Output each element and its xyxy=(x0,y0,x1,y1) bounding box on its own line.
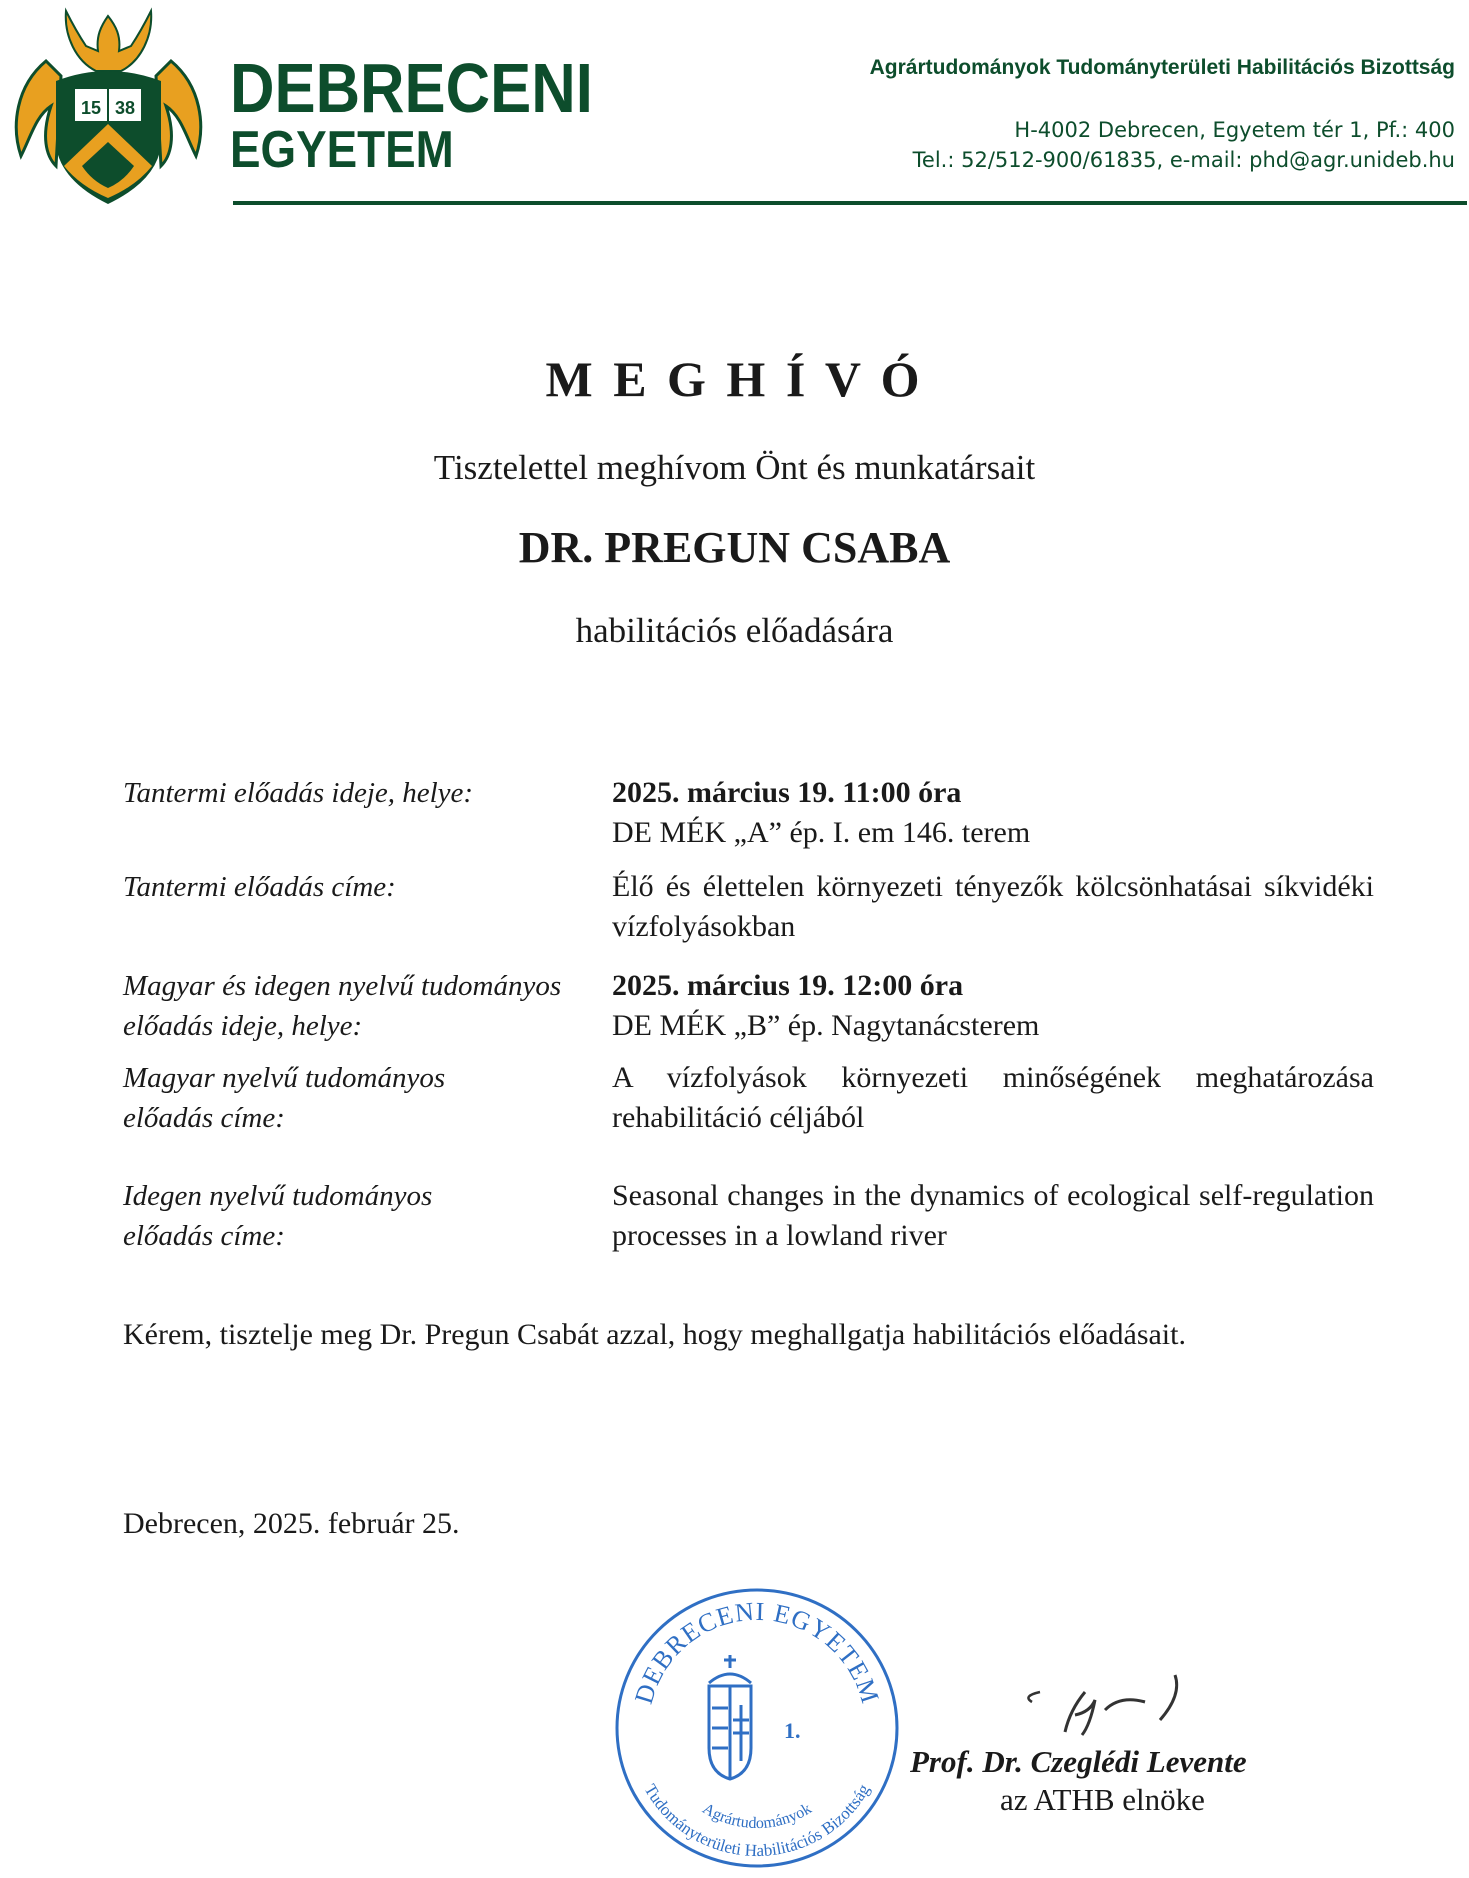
svg-text:38: 38 xyxy=(114,98,136,118)
detail-datetime: 2025. március 19. 11:00 óra xyxy=(612,776,962,809)
official-stamp xyxy=(612,1583,902,1873)
svg-text:15: 15 xyxy=(80,98,102,118)
closing-text: Kérem, tisztelje meg Dr. Pregun Csabát azzal, hogy meghallgatja habilitációs előadásait. xyxy=(123,1318,1186,1351)
university-logo xyxy=(6,6,211,206)
detail-value: Seasonal changes in the dynamics of ecological self-regulation processes in a lowland river xyxy=(612,1179,1374,1252)
university-name-line1: DEBRECENI xyxy=(230,49,593,127)
detail-label: Magyar nyelvű tudományos előadás címe: xyxy=(123,1062,446,1134)
stamp-bottom-text: Tudományterületi Habilitációs Bizottság xyxy=(640,1780,874,1861)
detail-label: Tantermi előadás ideje, helye: xyxy=(123,777,474,809)
header-divider xyxy=(233,201,1467,205)
detail-label: Magyar és idegen nyelvű tudományos előadás ideje, helye: xyxy=(123,970,562,1042)
place-date: Debrecen, 2025. február 25. xyxy=(123,1507,460,1540)
detail-location: DE MÉK „B” ép. Nagytanácsterem xyxy=(612,1009,1040,1042)
detail-location: DE MÉK „A” ép. I. em 146. terem xyxy=(612,816,1031,849)
detail-value: Élő és élettelen környezeti tényezők kölcsönhatásai síkvidéki vízfolyásokban xyxy=(612,870,1374,943)
university-name-line2: EGYETEM xyxy=(230,121,454,179)
signatory-name: Prof. Dr. Czeglédi Levente xyxy=(910,1744,1247,1779)
detail-label: Idegen nyelvű tudományos előadás címe: xyxy=(123,1180,433,1252)
detail-value xyxy=(612,773,1374,853)
purpose-text: habilitációs előadására xyxy=(575,611,894,650)
intro-text: Tisztelettel meghívom Önt és munkatársait xyxy=(433,448,1036,487)
address: H-4002 Debrecen, Egyetem tér 1, Pf.: 400 xyxy=(1014,118,1455,142)
handwritten-signature xyxy=(1010,1670,1200,1740)
stamp-number: 1. xyxy=(784,1718,801,1743)
signatory-role: az ATHB elnöke xyxy=(1000,1782,1205,1817)
stamp-inner-text: Agrártudományok xyxy=(699,1800,815,1833)
detail-value: A vízfolyások környezeti minőségének meghatározása rehabilitáció céljából xyxy=(612,1061,1374,1134)
committee-name: Agrártudományok Tudományterületi Habilitációs Bizottság xyxy=(869,56,1455,79)
contact-info: Tel.: 52/512-900/61835, e-mail: phd@agr.unideb.hu xyxy=(912,148,1455,172)
svg-text:DEBRECENI EGYETEM xyxy=(629,1597,885,1708)
document-title: M E G H Í V Ó xyxy=(545,351,924,407)
svg-text:Agrártudományok xyxy=(700,1800,815,1832)
detail-label: Tantermi előadás címe: xyxy=(123,871,396,903)
coat-of-arms-icon xyxy=(709,1655,751,1779)
stamp-top-text: DEBRECENI EGYETEM xyxy=(628,1596,886,1708)
detail-value xyxy=(612,966,1374,1046)
candidate-name: DR. PREGUN CSABA xyxy=(518,523,951,572)
detail-datetime: 2025. március 19. 12:00 óra xyxy=(612,969,964,1002)
